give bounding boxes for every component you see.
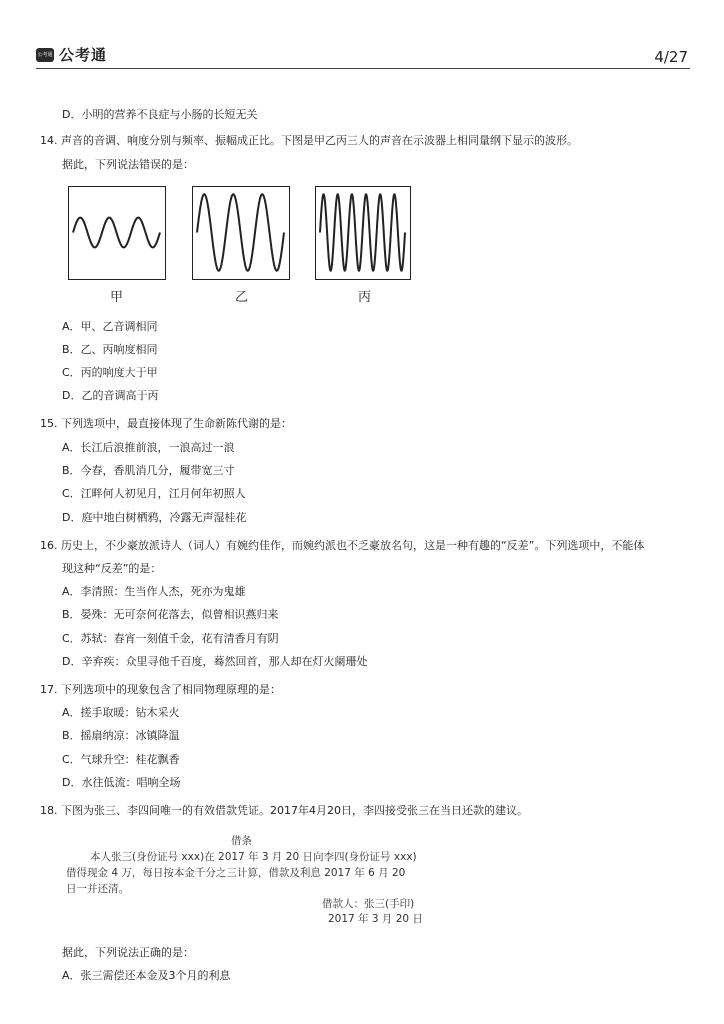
q16-option-b: B．晏殊：无可奈何花落去，似曾相识燕归来 — [62, 608, 279, 621]
waveform-jia — [68, 186, 166, 280]
logo-mark: 公考通 — [36, 48, 54, 62]
q15-option-a: A．长江后浪推前浪，一浪高过一浪 — [62, 441, 235, 454]
q16-option-d: D．辛弃疾：众里寻他千百度，蓦然回首，那人却在灯火阑珊处 — [62, 655, 368, 668]
q18-option-a: A．张三需偿还本金及3个月的利息 — [62, 969, 231, 982]
q16-option-c: C．苏轼：春宵一刻值千金，花有清香月有阴 — [62, 632, 279, 645]
q18-prompt: 据此，下列说法正确的是： — [62, 946, 194, 959]
page-header — [36, 42, 690, 68]
waveform-bing-svg — [316, 187, 409, 278]
q14-prompt: 据此，下列说法错误的是： — [62, 158, 194, 171]
q16-stem: 16. 历史上，不少豪放派诗人（词人）有婉约佳作，而婉约派也不乏豪放名句，这是一种有趣的“反差”。下列选项中，不能体 — [40, 539, 645, 552]
label-yi: 乙 — [235, 290, 249, 305]
q14-option-d: D．乙的音调高于丙 — [62, 389, 159, 402]
q14-option-b: B．乙、丙响度相同 — [62, 343, 158, 356]
q15-stem: 15. 下列选项中，最直接体现了生命新陈代谢的是： — [40, 417, 292, 430]
receipt-line-1: 本人张三(身份证号 xxx)在 2017 年 3 月 20 日向李四(身份证号 xxx) — [90, 851, 417, 863]
q17-option-d: D．水往低流：唱响全场 — [62, 776, 181, 789]
q16-stem-cont: 现这种“反差”的是： — [62, 562, 162, 575]
waveform-jia-svg — [69, 187, 164, 278]
label-bing: 丙 — [358, 290, 372, 305]
waveform-bing — [315, 186, 411, 280]
q17-option-b: B．摇扇纳凉：冰镇降温 — [62, 729, 180, 742]
q14-option-a: A．甲、乙音调相同 — [62, 320, 158, 333]
q17-stem: 17. 下列选项中的现象包含了相同物理原理的是： — [40, 683, 281, 696]
q15-option-c: C．江畔何人初见月，江月何年初照人 — [62, 487, 246, 500]
q13-option-d: D．小明的营养不良症与小肠的长短无关 — [62, 108, 258, 121]
header-divider — [36, 68, 690, 69]
q15-option-b: B．今春，香肌消几分，履带宽三寸 — [62, 464, 235, 477]
q17-option-a: A．搓手取暖：钻木采火 — [62, 706, 180, 719]
receipt-line-3: 日一并还清。 — [66, 883, 129, 895]
receipt-title: 借条 — [231, 835, 252, 847]
q18-stem: 18. 下图为张三、李四间唯一的有效借款凭证。2017年4月20日，李四接受张三在当日还款的建议。 — [40, 804, 528, 817]
brand-logo — [36, 44, 107, 65]
label-jia: 甲 — [110, 290, 124, 305]
receipt-signer: 借款人：张三(手印) — [322, 898, 415, 910]
waveform-yi — [192, 186, 290, 280]
q14-stem: 14. 声音的音调、响度分别与频率、振幅成正比。下图是甲乙丙三人的声音在示波器上相同量纲下显示的波形。 — [40, 134, 578, 147]
receipt-date: 2017 年 3 月 20 日 — [328, 913, 423, 925]
brand-name: 公考通 — [59, 46, 108, 64]
page-number: 4/27 — [654, 48, 688, 66]
q15-option-d: D．庭中地白树栖鸦，冷露无声湿桂花 — [62, 511, 247, 524]
q17-option-c: C．气球升空：桂花飘香 — [62, 753, 180, 766]
receipt-line-2: 借得现金 4 万，每日按本金千分之三计算，借款及利息 2017 年 6 月 20 — [66, 867, 406, 879]
waveform-yi-svg — [193, 187, 288, 278]
q14-option-c: C．丙的响度大于甲 — [62, 366, 158, 379]
q16-option-a: A．李清照：生当作人杰，死亦为鬼雄 — [62, 585, 246, 598]
